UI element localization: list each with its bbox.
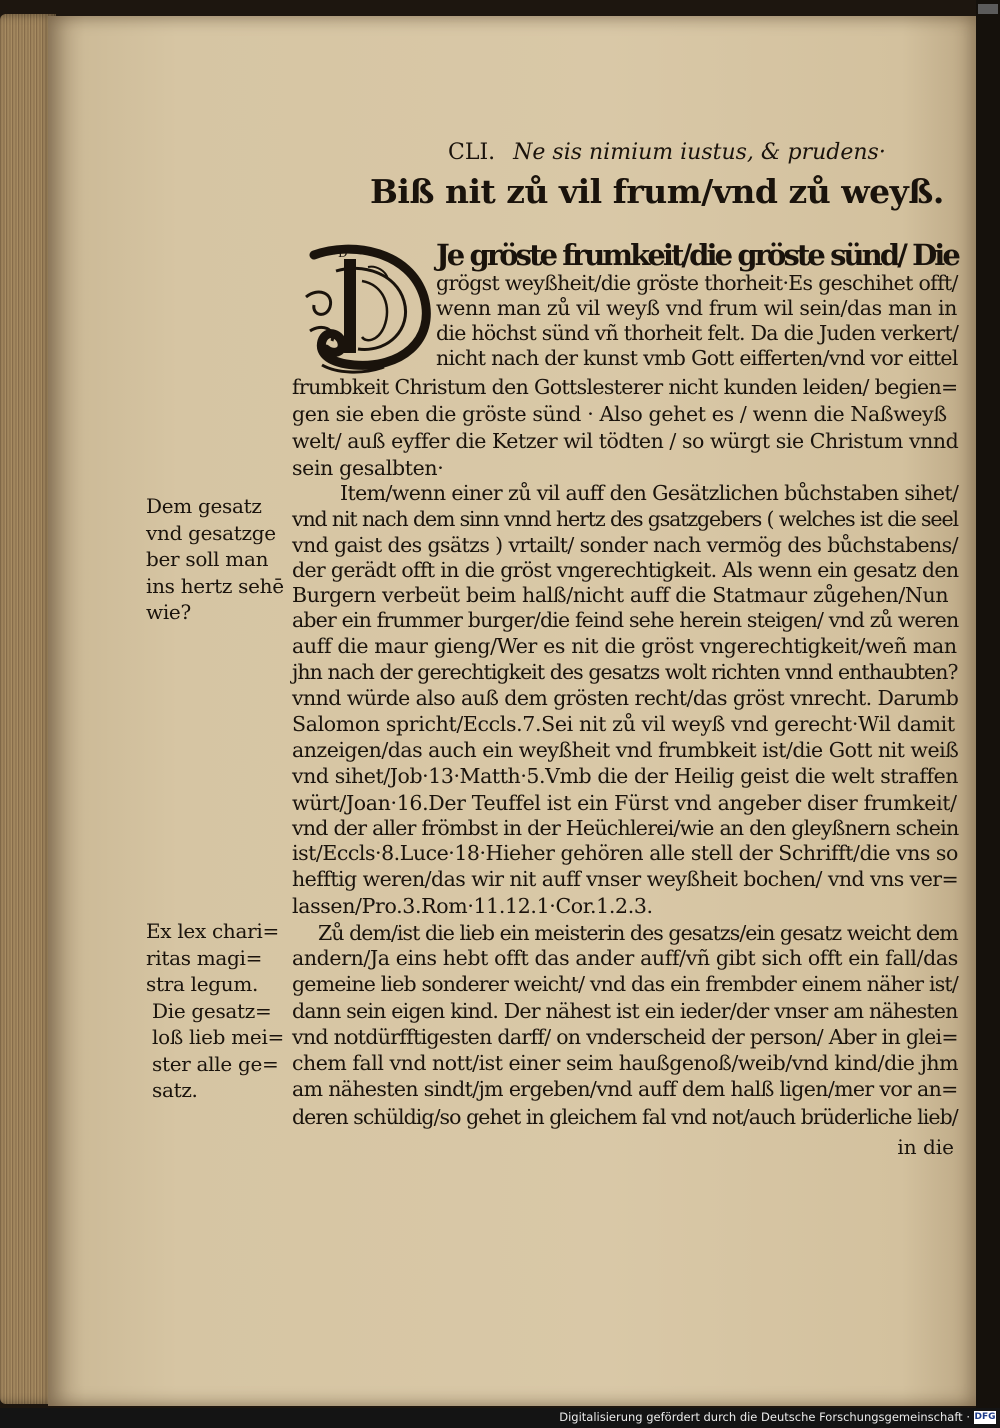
text-line: vnd nit nach dem sinn vnnd hertz des gsatzgebers ( welches ist die seel — [292, 507, 958, 531]
text-line: der gerädt offt in die gröst vngerechtigkeit. Als wenn ein gesatz den — [292, 558, 959, 582]
text-line: gen sie eben die gröste sünd · Also gehet es / wenn die Naßweyß — [292, 402, 947, 426]
text-line: nicht nach der kunst vmb Gott eifferten/vnd vor eittel — [436, 346, 958, 370]
text-line: vnd gaist des gsätzs ) vrtailt/ sonder nach vermög des bůchstabens/ — [292, 533, 958, 557]
right-scan-border — [976, 0, 1000, 1428]
margin-note-line: loß lieb mei= — [152, 1025, 284, 1049]
text-line: die höchst sünd vñ thorheit felt. Da die Juden verkert/ — [436, 321, 959, 345]
folio-number: CLI. — [448, 140, 496, 165]
text-line: aber ein frummer burger/die feind sehe herein steigen/ vnd zů weren — [292, 608, 959, 632]
text-line: würt/Joan·16.Der Teuffel ist ein Fürst vnd angeber diser frumkeit/ — [292, 791, 957, 815]
margin-note-line: wie? — [146, 600, 191, 624]
margin-note-line: Dem gesatz — [146, 494, 262, 518]
text-line: welt/ auß eyffer die Ketzer wil tödten / so würgt sie Christum vnnd — [292, 429, 959, 453]
text-line: chem fall vnd nott/ist einer seim haußgenoß/weib/vnd kind/die jhm — [292, 1051, 959, 1075]
text-line: vnd der aller frömbst in der Heüchlerei/wie an den gleyßnern schein — [292, 816, 959, 840]
text-line: lassen/Pro.3.Rom·11.12.1·Cor.1.2.3. — [292, 894, 653, 918]
text-line: wenn man zů vil weyß vnd frum wil sein/das man in — [436, 296, 958, 320]
scan-clip — [978, 4, 998, 14]
margin-note-line: stra legum. — [146, 972, 259, 996]
margin-note-line: Ex lex chari= — [146, 919, 279, 943]
dfg-logo: DFG — [974, 1412, 996, 1422]
text-line: deren schüldig/so gehet in gleichem fal vnd not/auch brüderliche lieb/ — [292, 1105, 958, 1129]
text-line: Zů dem/ist die lieb ein meisterin des gesatzs/ein gesatz weicht dem — [318, 921, 958, 945]
text-line: sein gesalbten· — [292, 456, 444, 480]
funding-credit: Digitalisierung gefördert durch die Deutsche Forschungsgemeinschaft · — [559, 1410, 970, 1424]
text-line: Salomon spricht/Eccls.7.Sei nit zů vil weyß vnd gerecht·Wil damit — [292, 712, 955, 736]
margin-note-line: ritas magi= — [146, 945, 263, 970]
text-line: ist/Eccls·8.Luce·18·Hieher gehören alle stell der Schrifft/die vns so — [292, 841, 958, 865]
chapter-title: Biß nit zů vil frum/vnd zů weyß. — [370, 172, 944, 211]
text-line: jhn nach der gerechtigkeit des gesatzs wolt richten vnnd enthaubten? — [292, 660, 958, 684]
text-line: dann sein eigen kind. Der nähest ist ein ieder/der vnser am nähesten — [292, 999, 958, 1023]
margin-note-line: Die gesatz= — [152, 998, 272, 1023]
text-line: hefftig weren/das wir nit auff vnser weyßheit bochen/ vnd vns ver= — [292, 867, 959, 891]
text-line: vnd sihet/Job·13·Matth·5.Vmb die der Heilig geist die welt straffen — [292, 764, 959, 788]
text-line: andern/Ja eins hebt offt das ander auff/vñ gibt sich offt ein fall/das — [292, 946, 958, 970]
margin-note-line: ber soll man — [146, 547, 269, 571]
text-line: gemeine lieb sonderer weicht/ vnd das ein frembder einem näher ist/ — [292, 972, 958, 996]
running-head — [448, 140, 886, 174]
text-line: auff die maur gieng/Wer es nit die gröst vngerechtigkeit/weñ man — [292, 634, 957, 658]
text-line: anzeigen/das auch ein weyßheit vnd frumbkeit ist/die Gott nit weiß — [292, 738, 959, 762]
text-line: Item/wenn einer zů vil auff den Gesätzlichen bůchstaben sihet/ — [340, 481, 959, 505]
margin-note-line: ster alle ge= — [152, 1051, 279, 1076]
text-line: Burgern verbeüt beim halß/nicht auff die Statmaur zůgehen/Nun — [292, 583, 949, 607]
margin-note-line: vnd gesatzge — [146, 520, 276, 545]
text-line: grögst weyßheit/die gröste thorheit·Es geschihet offt/ — [436, 271, 958, 295]
text-line: frumbkeit Christum den Gottslesterer nicht kunden leiden/ begien= — [292, 375, 958, 399]
latin-heading: Ne sis nimium iustus, & prudens· — [513, 140, 886, 165]
text-line: Je gröste frumkeit/die gröste sünd/ Die — [436, 238, 958, 272]
text-line: vnd notdürfftigesten darff/ on vnderscheid der person/ Aber in glei= — [292, 1025, 958, 1049]
margin-note-line: ins hertz sehē — [146, 573, 284, 598]
catchword: in die — [897, 1135, 954, 1159]
initial-letter: D — [338, 246, 348, 260]
text-line: vnnd würde also auß dem grösten recht/das gröst vnrecht. Darumb — [292, 686, 959, 710]
margin-note-line: satz. — [152, 1078, 198, 1102]
decorated-initial — [292, 237, 442, 377]
text-line: am nähesten sindt/jm ergeben/vnd auff dem halß ligen/mer vor an= — [292, 1077, 958, 1101]
